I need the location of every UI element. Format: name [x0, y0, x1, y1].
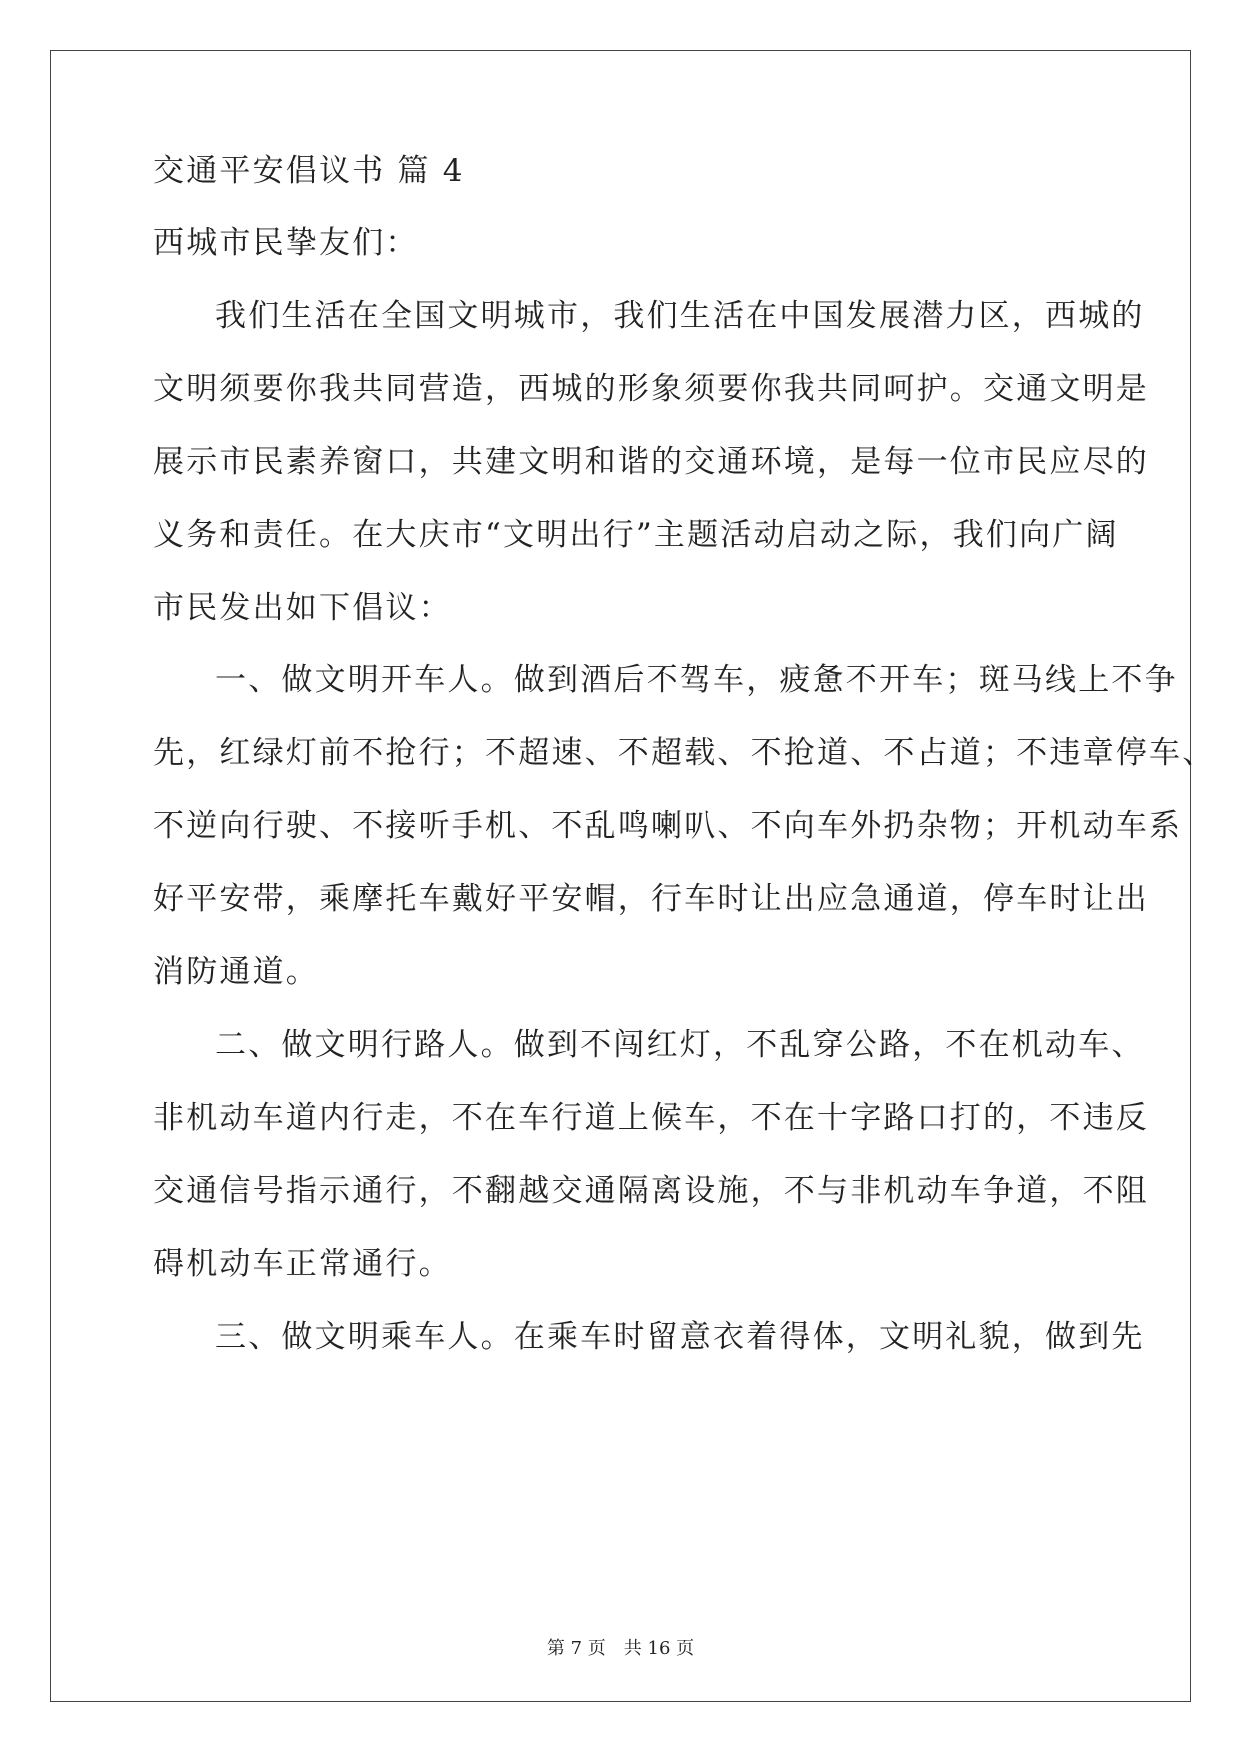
paragraph-line: 碍机动车正常通行。 [153, 1246, 452, 1282]
paragraph-line: 一、做文明开车人。做到酒后不驾车，疲惫不开车；斑马线上不争 [215, 662, 1178, 698]
paragraph-line: 非机动车道内行走，不在车行道上候车，不在十字路口打的，不违反 [153, 1100, 1149, 1136]
paragraph-line: 文明须要你我共同营造，西城的形象须要你我共同呵护。交通文明是 [153, 371, 1149, 407]
paragraph-line: 市民发出如下倡议： [153, 590, 452, 626]
paragraph-line: 不逆向行驶、不接听手机、不乱鸣喇叭、不向车外扔杂物；开机动车系 [153, 808, 1183, 844]
paragraph-line: 交通信号指示通行，不翻越交通隔离设施，不与非机动车争道，不阻 [153, 1173, 1149, 1209]
salutation: 西城市民挚友们： [153, 225, 419, 261]
paragraph-line: 先，红绿灯前不抢行；不超速、不超载、不抢道、不占道；不违章停车、 [153, 735, 1216, 771]
paragraph-line: 我们生活在全国文明城市，我们生活在中国发展潜力区，西城的 [215, 298, 1145, 334]
paragraph-line: 三、做文明乘车人。在乘车时留意衣着得体，文明礼貌，做到先 [215, 1319, 1145, 1355]
paragraph-line: 好平安带，乘摩托车戴好平安帽，行车时让出应急通道，停车时让出 [153, 881, 1149, 917]
paragraph-line: 二、做文明行路人。做到不闯红灯，不乱穿公路，不在机动车、 [215, 1027, 1145, 1063]
paragraph-line: 展示市民素养窗口，共建文明和谐的交通环境，是每一位市民应尽的 [153, 444, 1149, 480]
document-title: 交通平安倡议书 篇 4 [153, 153, 465, 189]
paragraph-line: 消防通道。 [153, 954, 319, 990]
paragraph-line: 义务和责任。在大庆市“文明出行”主题活动启动之际，我们向广阔 [153, 517, 1119, 553]
page-number: 第 7 页 共 16 页 [546, 1638, 695, 1659]
